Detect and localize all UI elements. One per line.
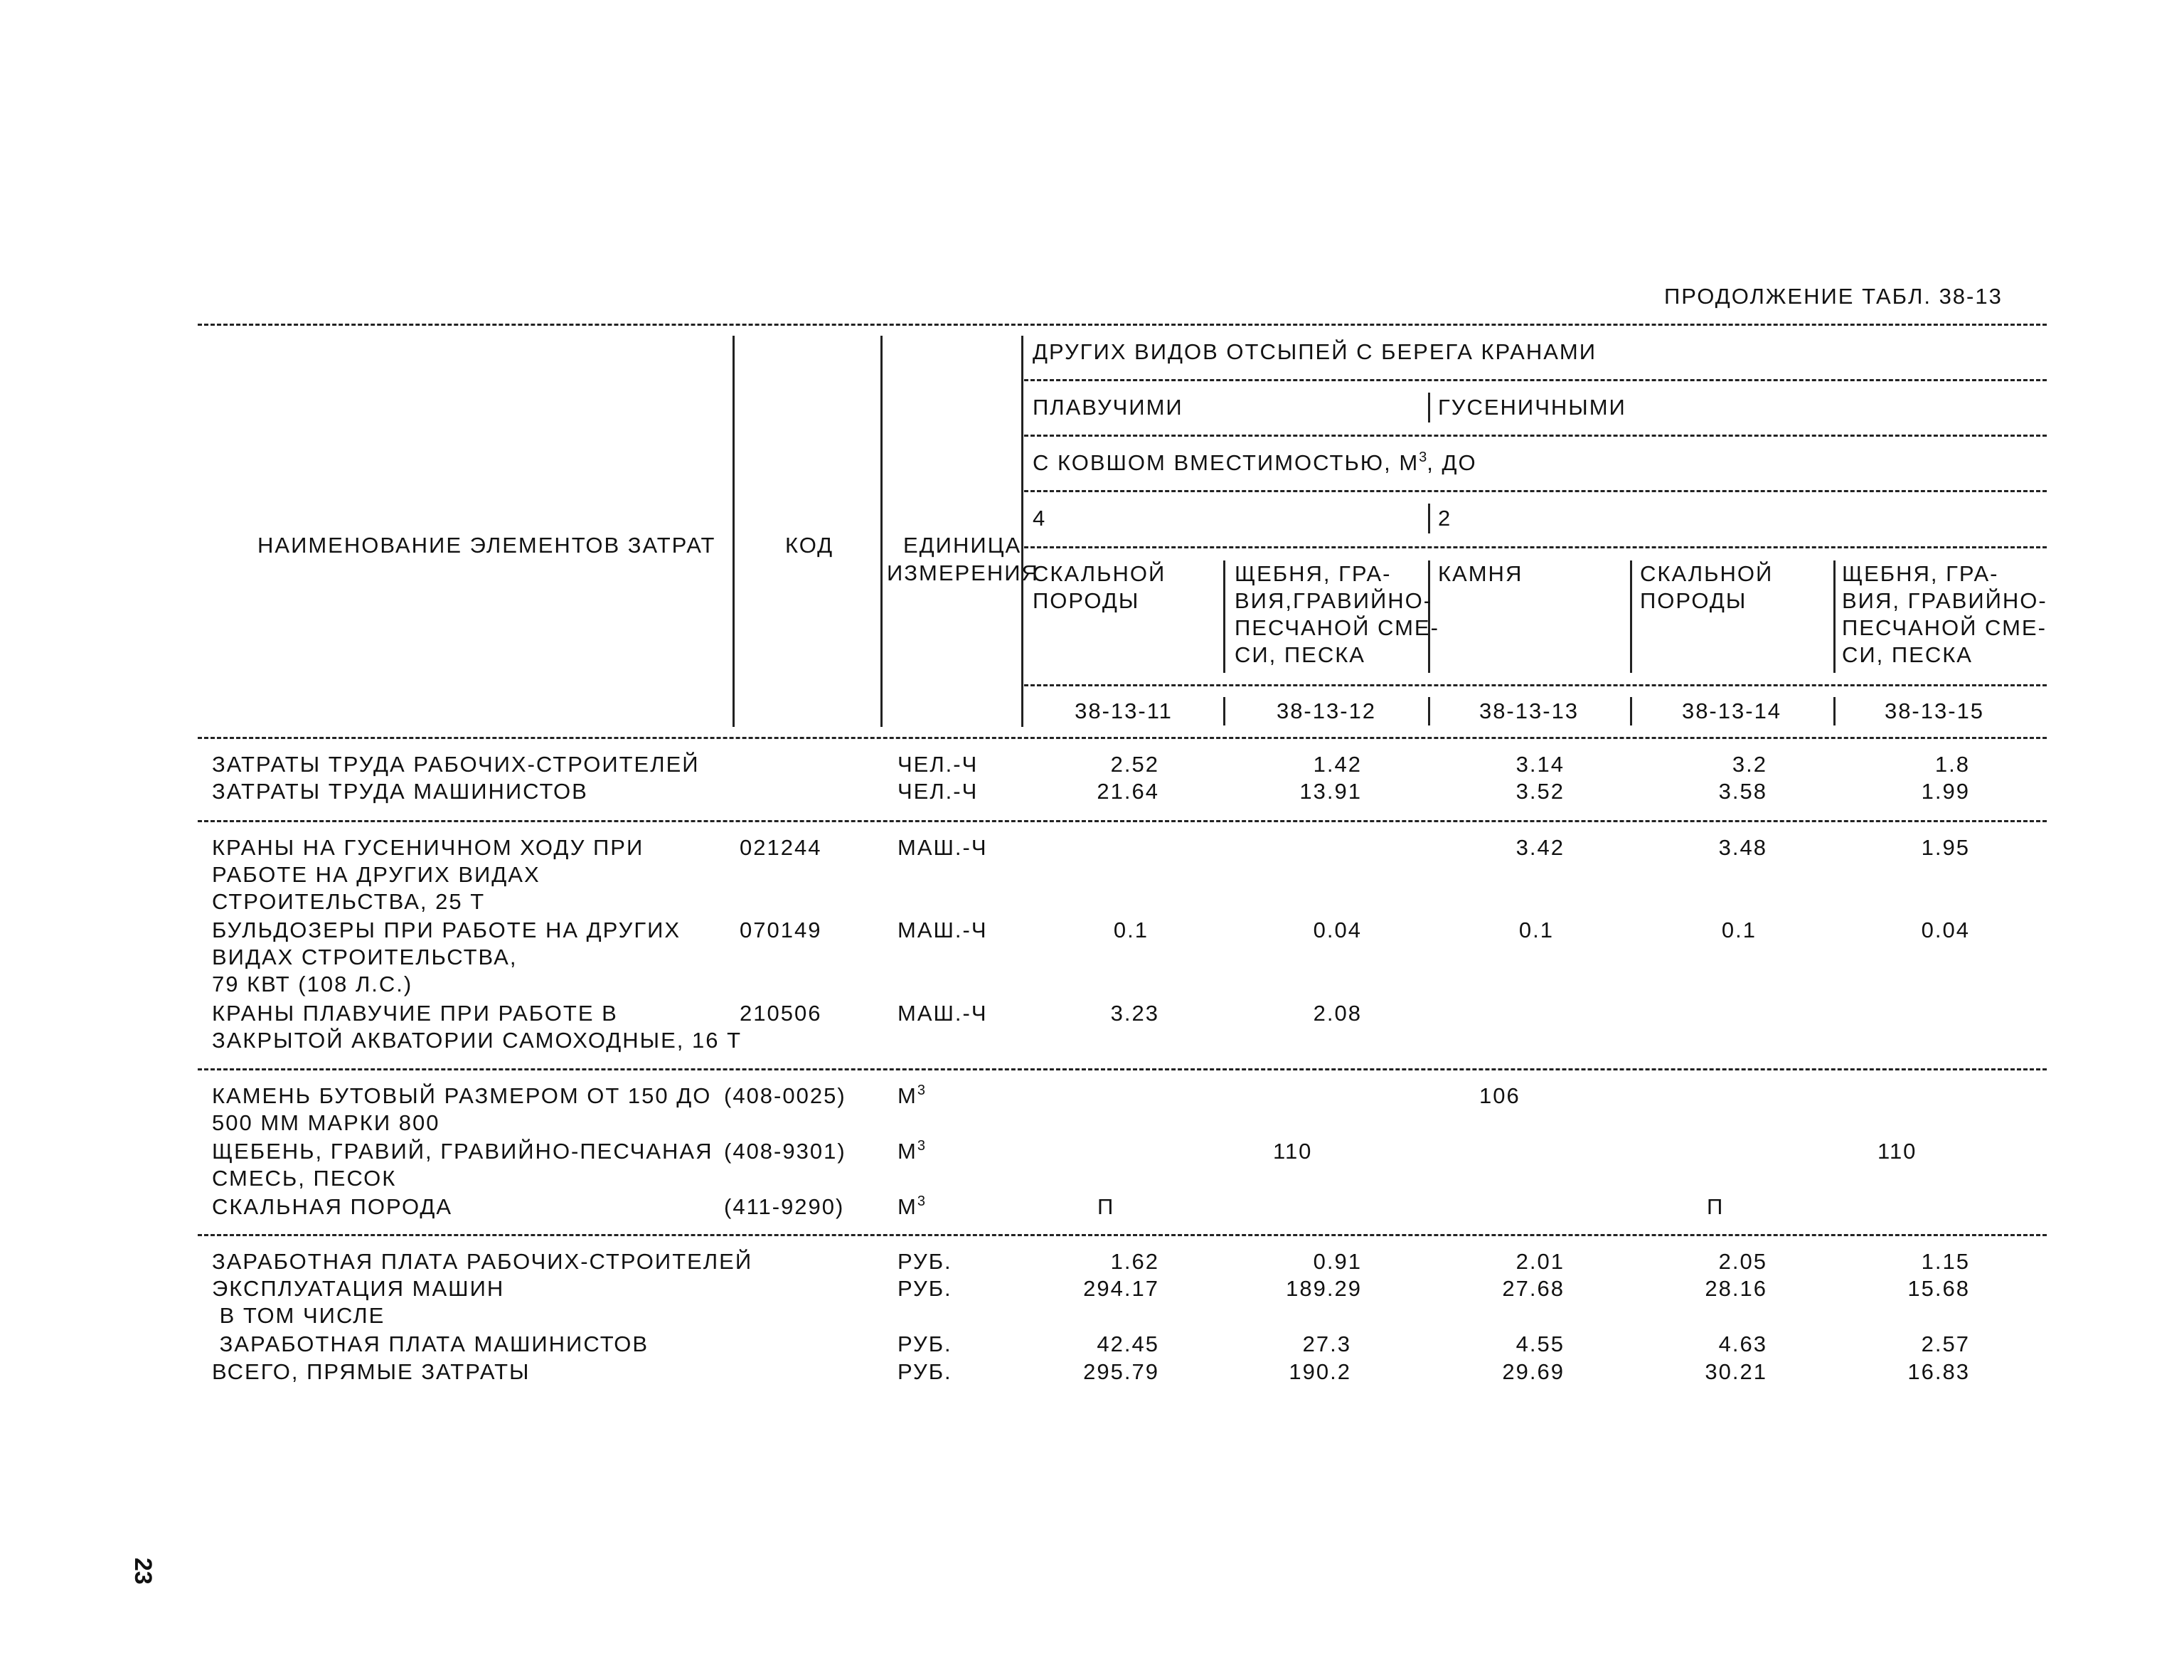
labor-val-5: 1.8	[1934, 752, 1970, 777]
total-val-4: 30.21	[1705, 1359, 1767, 1384]
total-val-3: 29.69	[1502, 1359, 1565, 1384]
subheader-5: ЩЕБНЯ, ГРА- ВИЯ, ГРАВИЙНО- ПЕСЧАНОЙ СМЕ- СИ, ПЕСКА	[1842, 561, 2047, 667]
material-val-4: П	[1707, 1194, 1725, 1219]
header-bar-code5	[1833, 697, 1836, 725]
header-bar-code3	[1428, 697, 1430, 725]
total-val-2: 27.3	[1302, 1331, 1351, 1356]
total-name: ЗАРАБОТНАЯ ПЛАТА МАШИНИСТОВ	[212, 1331, 649, 1356]
header-bar-name	[733, 336, 735, 727]
total-val-3: 2.01	[1516, 1249, 1565, 1274]
material-name: КАМЕНЬ БУТОВЫЙ РАЗМЕРОМ ОТ 150 ДО 500 ММ МАРКИ 800	[212, 1083, 712, 1135]
total-val-1: 1.62	[1110, 1249, 1159, 1274]
total-val-4: 2.05	[1718, 1249, 1767, 1274]
machine-val-4: 0.1	[1721, 918, 1757, 942]
header-bar-unit	[1021, 336, 1023, 727]
column-code-5: 38-13-15	[1884, 698, 1985, 723]
labor-unit: ЧЕЛ.-Ч	[897, 752, 979, 777]
total-val-1: 294.17	[1083, 1276, 1159, 1301]
machine-name: КРАНЫ НА ГУСЕНИЧНОМ ХОДУ ПРИ РАБОТЕ НА ДРУГИХ ВИДАХ СТРОИТЕЛЬСТВА, 25 Т	[212, 835, 644, 914]
machine-code: 210506	[740, 1001, 822, 1026]
header-rule-4	[1024, 546, 2047, 548]
subheader-1: СКАЛЬНОЙ ПОРОДЫ	[1033, 561, 1166, 613]
material-unit: $М^3$	[897, 1193, 925, 1219]
header-code: КОД	[785, 533, 834, 558]
machine-val-1: 3.23	[1110, 1001, 1159, 1026]
header-bar-cap2	[1428, 504, 1430, 533]
section-rule-labor	[198, 820, 2047, 822]
header-bar-code	[880, 336, 883, 727]
material-name: ЩЕБЕНЬ, ГРАВИЙ, ГРАВИЙНО-ПЕСЧАНАЯ СМЕСЬ, ПЕСОК	[212, 1139, 713, 1191]
machine-code: 021244	[740, 835, 822, 860]
labor-val-4: 3.2	[1732, 752, 1767, 777]
header-rule-1	[1024, 379, 2047, 381]
header-bar-code2	[1223, 697, 1225, 725]
machine-name: БУЛЬДОЗЕРЫ ПРИ РАБОТЕ НА ДРУГИХ ВИДАХ СТРОИТЕЛЬСТВА, 79 КВТ (108 Л.С.)	[212, 918, 681, 996]
header-bucket: С КОВШОМ ВМЕСТИМОСТЬЮ, $М^3$, ДО	[1033, 450, 1477, 475]
section-rule-materials	[198, 1234, 2047, 1236]
material-val-1: П	[1097, 1194, 1115, 1219]
material-val-5: 110	[1877, 1139, 1917, 1164]
total-unit: РУБ.	[897, 1331, 952, 1356]
header-bar-crawler	[1428, 393, 1430, 422]
subheader-3: КАМНЯ	[1438, 561, 1523, 586]
machine-val-1: 0.1	[1113, 918, 1149, 942]
machine-val-5: 1.95	[1921, 835, 1970, 860]
header-cap-2: 2	[1438, 506, 1452, 531]
column-code-2: 38-13-12	[1276, 698, 1377, 723]
machine-val-2: 0.04	[1313, 918, 1362, 942]
total-name: ЭКСПЛУАТАЦИЯ МАШИН В ТОМ ЧИСЛЕ	[212, 1276, 505, 1328]
section-rule-machines	[198, 1068, 2047, 1070]
material-code: (411-9290)	[724, 1194, 845, 1219]
total-val-4: 4.63	[1718, 1331, 1767, 1356]
total-val-5: 15.68	[1907, 1276, 1970, 1301]
labor-name: ЗАТРАТЫ ТРУДА РАБОЧИХ-СТРОИТЕЛЕЙ	[212, 752, 700, 777]
total-name: ВСЕГО, ПРЯМЫЕ ЗАТРАТЫ	[212, 1359, 531, 1384]
material-val-3: 106	[1479, 1083, 1520, 1108]
total-val-2: 190.2	[1289, 1359, 1351, 1384]
column-code-1: 38-13-11	[1075, 698, 1173, 723]
machine-val-2: 2.08	[1313, 1001, 1362, 1026]
header-name: НАИМЕНОВАНИЕ ЭЛЕМЕНТОВ ЗАТРАТ	[257, 533, 716, 558]
labor-name: ЗАТРАТЫ ТРУДА МАШИНИСТОВ	[212, 779, 588, 804]
labor-val-3: 3.52	[1516, 779, 1565, 804]
total-val-3: 4.55	[1516, 1331, 1565, 1356]
subheader-4: СКАЛЬНОЙ ПОРОДЫ	[1640, 561, 1774, 613]
subheader-2: ЩЕБНЯ, ГРА- ВИЯ,ГРАВИЙНО- ПЕСЧАНОЙ СМЕ- СИ, ПЕСКА	[1235, 561, 1439, 667]
total-unit: РУБ.	[897, 1359, 952, 1384]
header-rule-3	[1024, 490, 2047, 492]
labor-val-1: 2.52	[1110, 752, 1159, 777]
header-rule-2	[1024, 435, 2047, 437]
machine-unit: МАШ.-Ч	[897, 835, 988, 860]
header-bar-code4	[1630, 697, 1632, 725]
machine-unit: МАШ.-Ч	[897, 1001, 988, 1026]
header-bar-sub5	[1833, 560, 1836, 673]
material-code: (408-9301)	[724, 1139, 846, 1164]
header-bar-sub4	[1630, 560, 1632, 673]
labor-val-2: 1.42	[1313, 752, 1362, 777]
labor-unit: ЧЕЛ.-Ч	[897, 779, 979, 804]
machine-code: 070149	[740, 918, 822, 942]
header-crawler: ГУСЕНИЧНЫМИ	[1438, 395, 1626, 420]
machine-val-5: 0.04	[1921, 918, 1970, 942]
header-rule-5	[1024, 684, 2047, 686]
total-val-4: 28.16	[1705, 1276, 1767, 1301]
material-unit: $М^3$	[897, 1083, 925, 1108]
labor-val-5: 1.99	[1921, 779, 1970, 804]
labor-val-4: 3.58	[1718, 779, 1767, 804]
total-val-2: 189.29	[1286, 1276, 1362, 1301]
total-val-2: 0.91	[1313, 1249, 1362, 1274]
header-bar-sub2	[1223, 560, 1225, 673]
column-code-3: 38-13-13	[1479, 698, 1580, 723]
page-number: 23	[129, 1558, 156, 1585]
material-val-2: 110	[1273, 1139, 1313, 1164]
total-val-5: 1.15	[1921, 1249, 1970, 1274]
material-unit: $М^3$	[897, 1138, 925, 1164]
machine-val-3: 0.1	[1518, 918, 1554, 942]
header-cap-4: 4	[1033, 506, 1047, 531]
total-val-1: 295.79	[1083, 1359, 1159, 1384]
header-group-title: ДРУГИХ ВИДОВ ОТСЫПЕЙ С БЕРЕГА КРАНАМИ	[1033, 339, 1597, 364]
total-unit: РУБ.	[897, 1276, 952, 1301]
header-top-rule	[198, 324, 2047, 326]
total-val-5: 16.83	[1907, 1359, 1970, 1384]
machine-name: КРАНЫ ПЛАВУЧИЕ ПРИ РАБОТЕ В ЗАКРЫТОЙ АКВАТОРИИ САМОХОДНЫЕ, 16 Т	[212, 1001, 742, 1053]
labor-val-2: 13.91	[1299, 779, 1362, 804]
table-caption: ПРОДОЛЖЕНИЕ ТАБЛ. 38-13	[1664, 284, 2003, 309]
material-name: СКАЛЬНАЯ ПОРОДА	[212, 1194, 453, 1219]
total-val-1: 42.45	[1097, 1331, 1159, 1356]
labor-val-3: 3.14	[1516, 752, 1565, 777]
material-code: (408-0025)	[724, 1083, 846, 1108]
header-floating: ПЛАВУЧИМИ	[1033, 395, 1183, 420]
total-unit: РУБ.	[897, 1249, 952, 1274]
total-val-5: 2.57	[1921, 1331, 1970, 1356]
machine-val-4: 3.48	[1718, 835, 1767, 860]
total-val-3: 27.68	[1502, 1276, 1565, 1301]
machine-val-3: 3.42	[1516, 835, 1565, 860]
header-unit-2: ИЗМЕРЕНИЯ	[887, 560, 1039, 585]
labor-val-1: 21.64	[1097, 779, 1159, 804]
header-unit-1: ЕДИНИЦА	[903, 533, 1022, 558]
machine-unit: МАШ.-Ч	[897, 918, 988, 942]
column-code-4: 38-13-14	[1681, 698, 1782, 723]
header-bottom-rule	[198, 737, 2047, 739]
total-name: ЗАРАБОТНАЯ ПЛАТА РАБОЧИХ-СТРОИТЕЛЕЙ	[212, 1249, 753, 1274]
